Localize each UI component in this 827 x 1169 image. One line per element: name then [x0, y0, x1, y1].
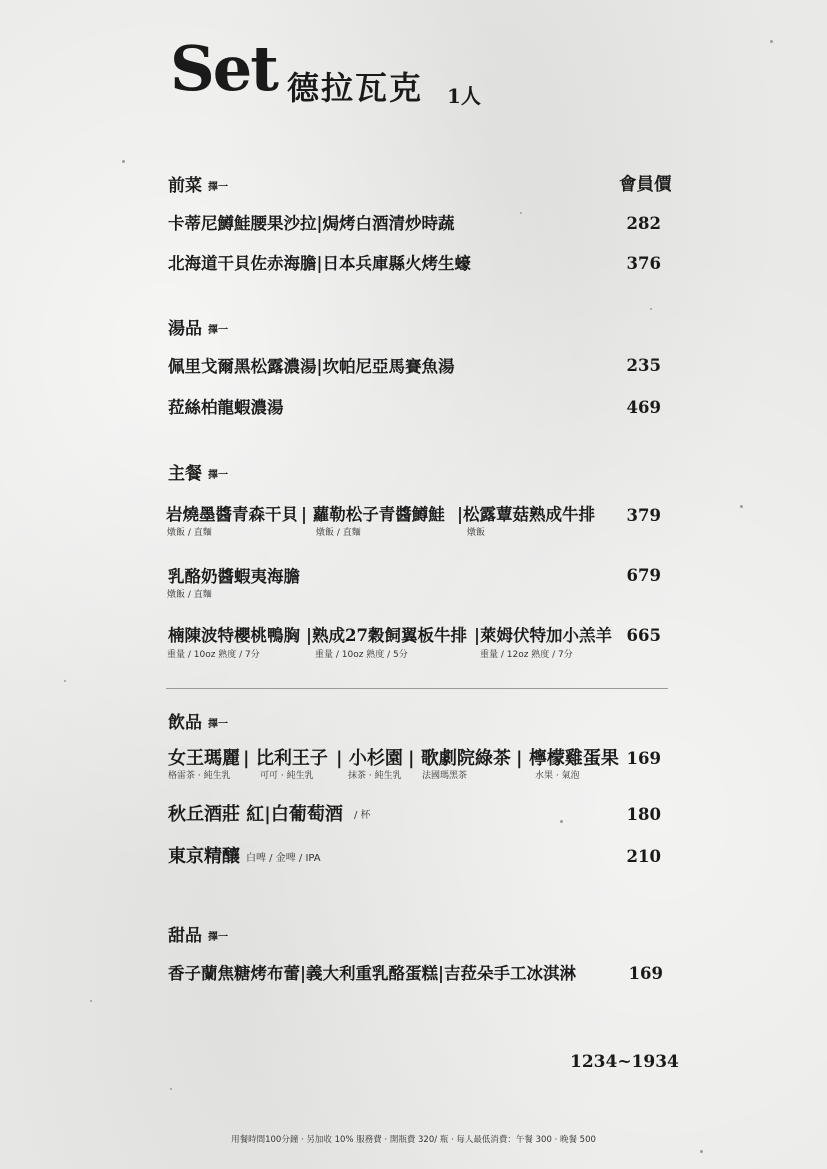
menu-item: 東京精釀	[168, 846, 240, 867]
item-price: 169	[628, 964, 663, 983]
menu-item: 佩里戈爾黑松露濃湯|坎帕尼亞馬賽魚湯	[168, 357, 455, 376]
section-title: 主餐	[168, 464, 202, 484]
item-price: 376	[626, 254, 661, 273]
pick-one-label: 擇一	[208, 470, 228, 481]
menu-item: 菈絲柏龍蝦濃湯	[168, 398, 284, 417]
item-option: 重量 / 10oz 熟度 / 7分	[167, 650, 260, 660]
set-name: 德拉瓦克	[287, 69, 424, 107]
item-option: 燉飯 / 直麵	[316, 528, 361, 538]
section-title: 飲品	[168, 713, 202, 733]
menu-item: | 蘿勒松子青醬鱒鮭	[301, 505, 445, 524]
item-option: 重量 / 12oz 熟度 / 7分	[480, 650, 573, 660]
item-price: 379	[626, 506, 661, 525]
section-title: 前菜	[168, 176, 202, 196]
pick-one-label: 擇一	[208, 719, 228, 730]
menu-item: 香子蘭焦糖烤布蕾|義大利重乳酪蛋糕|吉菈朵手工冰淇淋	[168, 964, 577, 983]
item-note: / 杯	[354, 810, 371, 821]
paper-speck	[740, 505, 743, 508]
menu-item: 秋丘酒莊 紅|白葡萄酒	[168, 804, 343, 825]
section-starter-heading	[168, 178, 228, 195]
menu-item: 北海道干貝佐赤海膽|日本兵庫縣火烤生蠔	[168, 254, 472, 273]
item-price: 210	[626, 847, 661, 866]
menu-item: 卡蒂尼鱒鮭腰果沙拉|焗烤白酒清炒時蔬	[168, 214, 455, 233]
item-option: 燉飯	[467, 528, 486, 538]
paper-speck	[770, 40, 773, 43]
paper-speck	[560, 820, 563, 823]
paper-speck	[90, 1000, 92, 1002]
item-price: 282	[626, 214, 661, 233]
menu-item: 岩燒墨醬青森干貝	[166, 505, 298, 524]
menu-item: | 檸檬雞蛋果	[516, 748, 619, 769]
menu-item: 女王瑪麗	[168, 748, 240, 769]
item-price: 180	[626, 805, 661, 824]
pick-one-label: 擇一	[208, 932, 228, 943]
menu-item: | 比利王子	[243, 748, 328, 769]
menu-item: | 小杉園	[336, 748, 403, 769]
section-drinks-heading	[168, 715, 228, 732]
time-range: 1234~1934	[570, 1052, 679, 1072]
item-option: 燉飯 / 直麵	[167, 528, 212, 538]
menu-item: |松露蕈菇熟成牛排	[457, 505, 596, 524]
section-title: 湯品	[168, 319, 202, 339]
item-price: 679	[626, 566, 661, 585]
menu-item: | 歌劇院綠茶	[408, 748, 511, 769]
item-option: 抹茶 · 純生乳	[348, 771, 402, 781]
footer-note: 用餐時間100分鐘 · 另加收 10% 服務費 · 開瓶費 320/ 瓶 · 每人最低消費：午餐 300 · 晚餐 500	[231, 1135, 596, 1145]
item-note: 白啤 / 金啤 / IPA	[246, 853, 321, 864]
item-option: 可可 · 純生乳	[260, 771, 314, 781]
item-price: 169	[626, 749, 661, 768]
section-dessert-heading	[168, 928, 228, 945]
menu-item: |熟成27穀飼翼板牛排	[306, 626, 467, 645]
item-option: 燉飯 / 直麵	[167, 590, 212, 600]
member-price-label: 會員價	[619, 175, 672, 195]
paper-speck	[700, 1150, 703, 1153]
pick-one-label: 擇一	[208, 325, 228, 336]
section-main-heading	[168, 466, 228, 483]
menu-item: |萊姆伏特加小羔羊	[474, 626, 613, 645]
item-price: 469	[626, 398, 661, 417]
item-option: 法國瑪黑茶	[422, 771, 468, 781]
paper-speck	[170, 1088, 172, 1090]
item-option: 格雷茶 · 純生乳	[168, 771, 231, 781]
item-price: 665	[626, 626, 661, 645]
section-title: 甜品	[168, 926, 202, 946]
set-title: Set	[170, 32, 277, 105]
paper-speck	[520, 212, 522, 214]
item-option: 重量 / 10oz 熟度 / 5分	[315, 650, 408, 660]
pick-one-label: 擇一	[208, 182, 228, 193]
set-people: 1人	[447, 84, 481, 108]
paper-speck	[122, 160, 125, 163]
paper-speck	[650, 308, 652, 310]
menu-item: 楠陳波特櫻桃鴨胸	[168, 626, 300, 645]
section-soup-heading	[168, 321, 228, 338]
section-divider	[166, 688, 668, 689]
item-option: 水果 · 氣泡	[535, 771, 580, 781]
menu-item: 乳酪奶醬蝦夷海膽	[168, 567, 300, 586]
item-price: 235	[626, 356, 661, 375]
paper-speck	[64, 680, 66, 682]
